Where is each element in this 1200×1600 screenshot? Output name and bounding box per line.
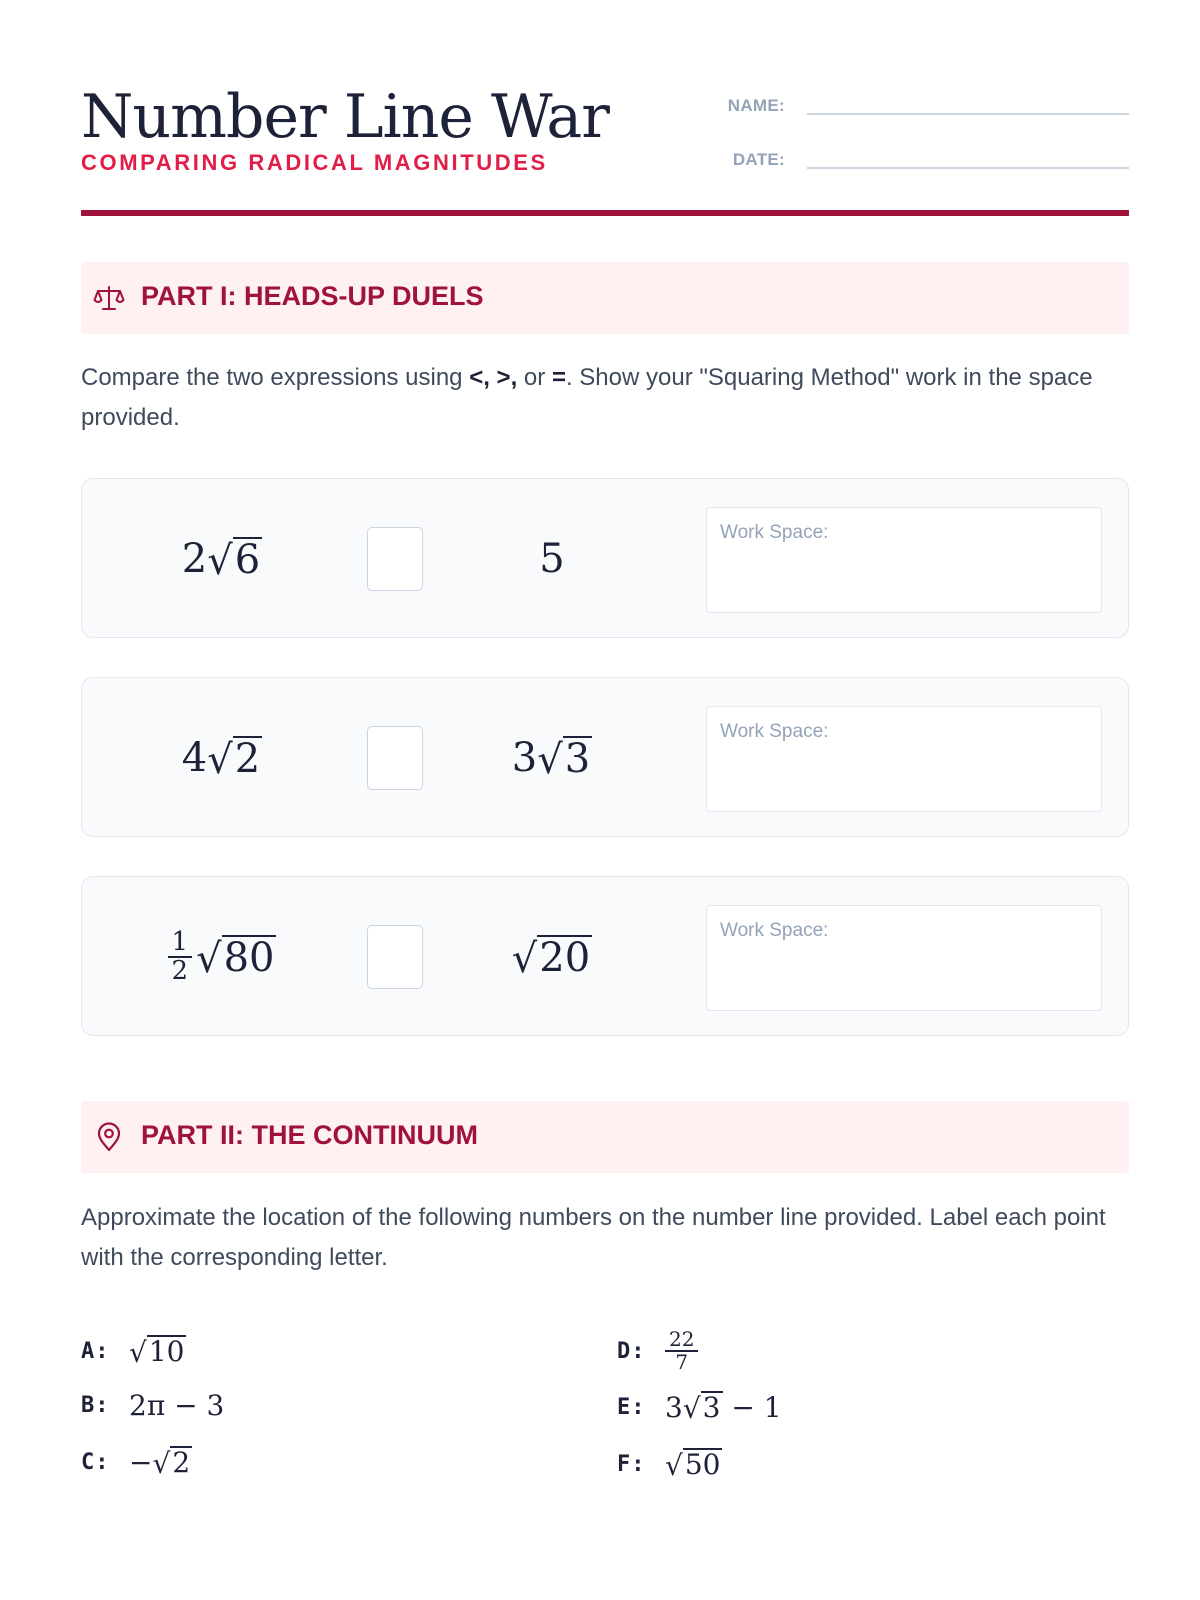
- list-item: [81, 1380, 224, 1430]
- radical-sign: √: [129, 1335, 147, 1369]
- work-space-label: Work Space:: [720, 721, 829, 742]
- radicand: 3: [564, 736, 591, 782]
- date-field[interactable]: [721, 148, 1129, 174]
- item-expression: [129, 1446, 192, 1479]
- duel-card: [81, 677, 1129, 837]
- coefficient: 3: [511, 735, 538, 781]
- radicand: 3: [702, 1391, 721, 1425]
- name-field[interactable]: [721, 94, 1129, 120]
- part1-instructions-pre: Compare the two expressions using: [81, 364, 470, 391]
- duel-left-expression: [122, 519, 322, 599]
- item-letter: B:: [81, 1392, 110, 1418]
- item-expression: [129, 1335, 186, 1369]
- radicand: 80: [223, 935, 275, 981]
- radical: [207, 736, 262, 783]
- radical: [511, 935, 592, 982]
- work-space-box[interactable]: [706, 706, 1102, 812]
- worksheet-header: [81, 78, 1129, 218]
- part1-instructions-post: . Show your "Squaring Method" work in the space provided.: [81, 364, 1093, 431]
- item-letter: C:: [81, 1449, 110, 1475]
- part2-heading-label: PART II: THE CONTINUUM: [141, 1120, 478, 1150]
- radical-sign: √: [207, 737, 233, 783]
- fraction-denominator: 7: [675, 1350, 689, 1374]
- duel-left-expression: [122, 718, 322, 798]
- radicand: 50: [684, 1448, 721, 1482]
- fraction-denominator: 2: [171, 956, 189, 986]
- radical-sign: √: [665, 1448, 683, 1482]
- radicand: 2: [172, 1446, 191, 1480]
- page-title: Number Line War: [81, 82, 609, 152]
- radical: [665, 1448, 722, 1482]
- coefficient: 4: [181, 735, 208, 781]
- coefficient: 2: [181, 536, 208, 582]
- radical: [537, 736, 592, 783]
- fraction: [168, 926, 193, 986]
- duel-right-expression: [452, 718, 652, 798]
- radical-sign: √: [196, 936, 222, 982]
- item-letter: A:: [81, 1338, 110, 1364]
- item-expression: [665, 1448, 722, 1482]
- part1-instructions: [81, 358, 1129, 438]
- balance-scale-icon: [93, 282, 125, 314]
- work-space-box[interactable]: [706, 905, 1102, 1011]
- comparison-answer-box[interactable]: [367, 726, 423, 790]
- radical: [152, 1446, 192, 1480]
- list-item: [617, 1439, 722, 1489]
- duel-right-expression: [452, 519, 652, 599]
- radical: [129, 1335, 186, 1369]
- map-pin-icon: [93, 1121, 125, 1153]
- item-expression: 2π − 3: [129, 1388, 225, 1422]
- name-line[interactable]: [807, 113, 1129, 115]
- radical-sign: √: [537, 737, 563, 783]
- item-letter: F:: [617, 1451, 646, 1477]
- work-space-label: Work Space:: [720, 920, 829, 941]
- duel-right-expression: [452, 917, 652, 997]
- list-item: [81, 1326, 186, 1376]
- work-space-box[interactable]: [706, 507, 1102, 613]
- fraction: [665, 1329, 698, 1373]
- comparison-answer-box[interactable]: [367, 527, 423, 591]
- date-line[interactable]: [807, 167, 1129, 169]
- item-expression: [665, 1329, 702, 1373]
- fraction-numerator: 22: [665, 1329, 698, 1352]
- plain-value: 5: [539, 536, 565, 582]
- item-letter: E:: [617, 1394, 646, 1420]
- radical-sign: √: [152, 1446, 171, 1480]
- work-space-label: Work Space:: [720, 522, 829, 543]
- part1-symbols: <, >,: [469, 364, 518, 391]
- duel-card: [81, 876, 1129, 1036]
- duel-card: [81, 478, 1129, 638]
- part2-heading: [81, 1101, 1129, 1173]
- date-label: DATE:: [732, 150, 785, 169]
- duel-left-expression: [122, 917, 322, 997]
- radical-sign: √: [511, 936, 538, 982]
- comparison-answer-box[interactable]: [367, 925, 423, 989]
- negative-sign: −: [129, 1445, 153, 1479]
- radicand: 2: [234, 736, 261, 782]
- radicand: 10: [148, 1335, 185, 1369]
- part1-equals: =: [551, 364, 566, 391]
- radicand: 20: [539, 935, 591, 981]
- list-item: [617, 1326, 702, 1376]
- part1-instructions-or: or: [517, 364, 552, 391]
- item-expression: [665, 1391, 782, 1424]
- page-subtitle: COMPARING RADICAL MAGNITUDES: [81, 150, 548, 175]
- header-divider: [81, 210, 1129, 216]
- radical: [207, 537, 262, 584]
- item-letter: D:: [617, 1338, 646, 1364]
- worksheet-page: [81, 0, 1129, 1600]
- radicand: 6: [234, 537, 261, 583]
- radical-sign: √: [682, 1391, 701, 1425]
- list-item: [81, 1437, 192, 1487]
- part1-heading-label: PART I: HEADS-UP DUELS: [141, 281, 484, 311]
- expression-tail: − 1: [722, 1390, 782, 1424]
- list-item: [617, 1382, 782, 1432]
- part2-instructions: Approximate the location of the following numbers on the number line provided. Label each point with the corresponding letter.: [81, 1204, 1106, 1271]
- name-label: NAME:: [727, 96, 785, 115]
- coefficient: 3: [665, 1390, 683, 1424]
- radical: [682, 1391, 723, 1425]
- fraction-numerator: 1: [168, 929, 193, 958]
- radical-sign: √: [207, 538, 233, 584]
- part1-heading: [81, 262, 1129, 334]
- radical: [196, 935, 276, 982]
